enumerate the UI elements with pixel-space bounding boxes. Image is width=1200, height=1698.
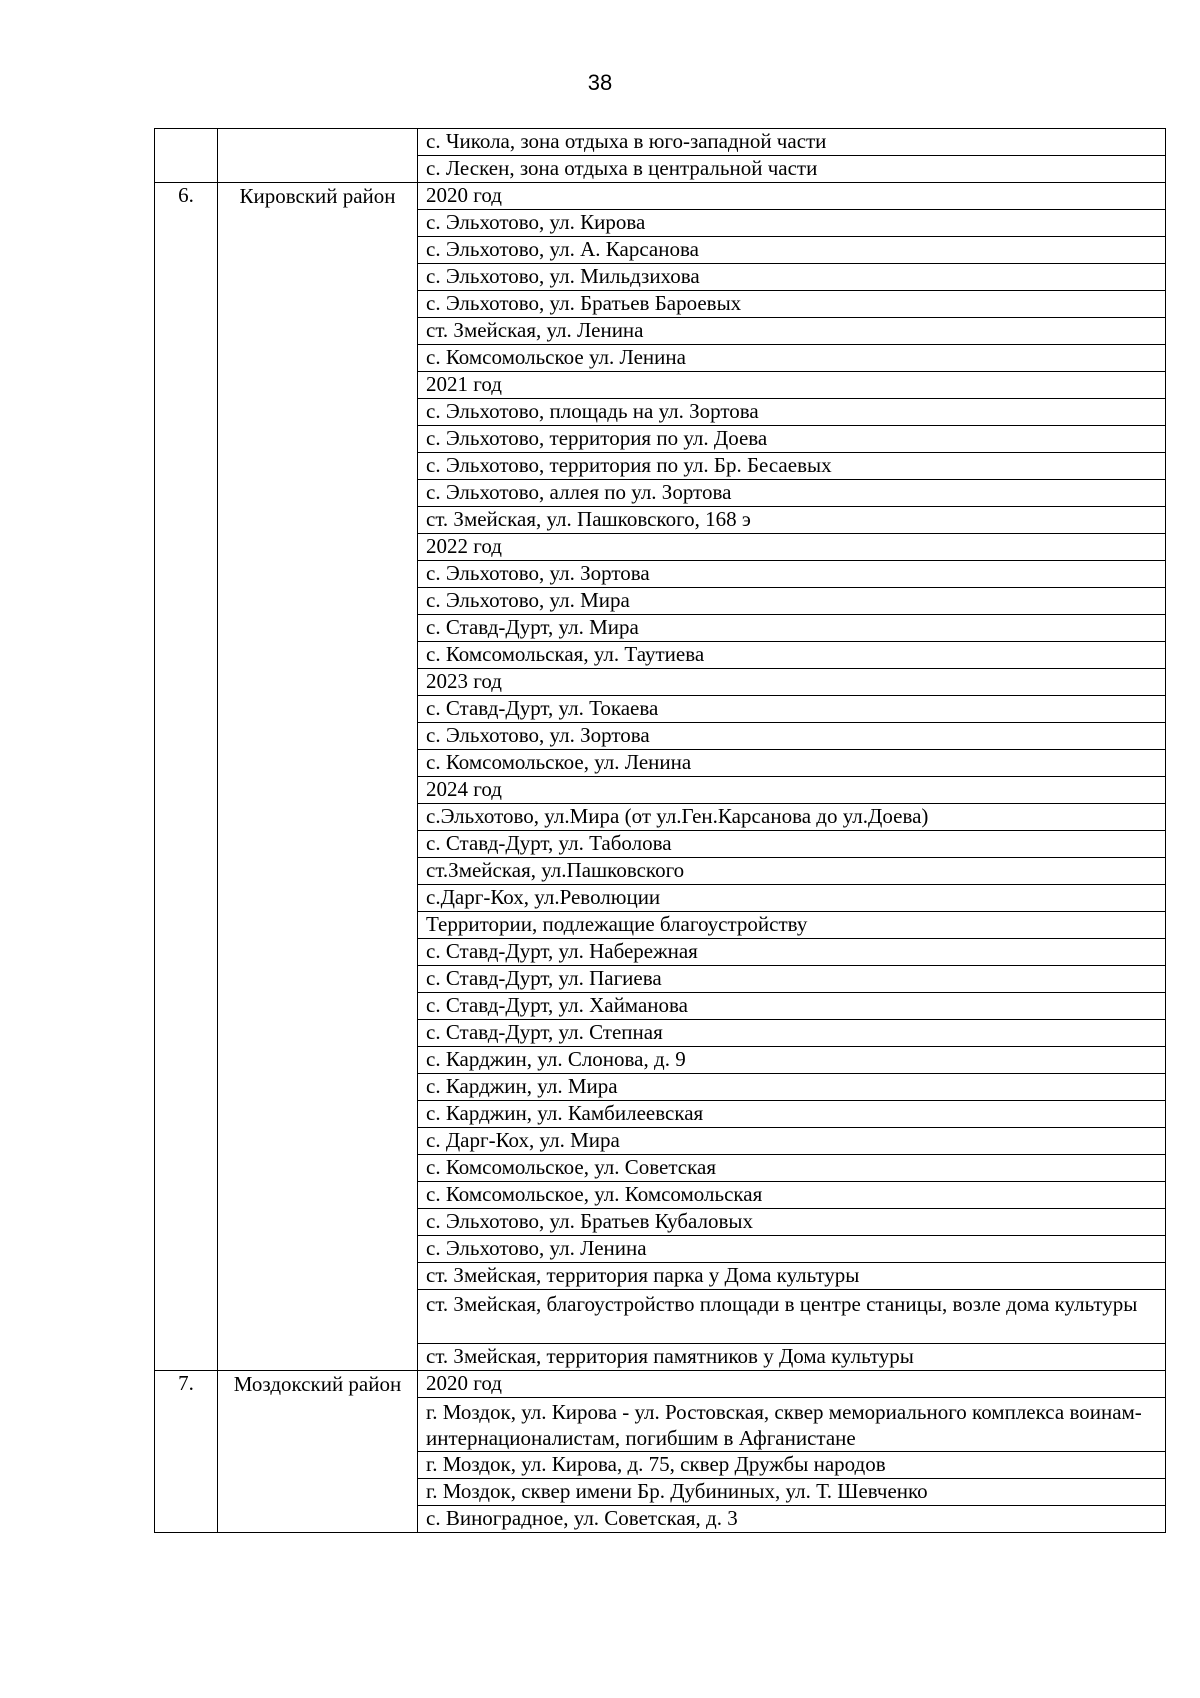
territory-cell: с. Ставд-Дурт, ул. Набережная	[418, 939, 1166, 966]
territory-cell: с. Ставд-Дурт, ул. Таболова	[418, 831, 1166, 858]
territories-table	[154, 128, 1166, 1533]
territory-cell: с. Комсомольское, ул. Комсомольская	[418, 1182, 1166, 1209]
territory-cell: с. Ставд-Дурт, ул. Мира	[418, 615, 1166, 642]
territory-cell: с. Чикола, зона отдыха в юго-западной части	[418, 129, 1166, 156]
territory-cell: ст. Змейская, территория памятников у Дома культуры	[418, 1344, 1166, 1371]
territory-cell: с. Эльхотово, ул. Зортова	[418, 723, 1166, 750]
territory-cell: с. Эльхотово, территория по ул. Бр. Бесаевых	[418, 453, 1166, 480]
territory-cell: 2023 год	[418, 669, 1166, 696]
territory-cell: с. Эльхотово, ул. Зортова	[418, 561, 1166, 588]
territory-cell: с. Дарг-Кох, ул. Мира	[418, 1128, 1166, 1155]
territory-cell: с. Ставд-Дурт, ул. Степная	[418, 1020, 1166, 1047]
territory-cell: с. Комсомольское, ул. Советская	[418, 1155, 1166, 1182]
territory-cell: с. Эльхотово, площадь на ул. Зортова	[418, 399, 1166, 426]
territory-cell: с. Ставд-Дурт, ул. Пагиева	[418, 966, 1166, 993]
district-cell	[218, 129, 418, 183]
territory-cell: с. Карджин, ул. Камбилеевская	[418, 1101, 1166, 1128]
territory-cell: 2020 год	[418, 1371, 1166, 1398]
territory-cell: с. Эльхотово, ул. А. Карсанова	[418, 237, 1166, 264]
page-number: 38	[587, 70, 613, 95]
territory-cell: ст. Змейская, территория парка у Дома культуры	[418, 1263, 1166, 1290]
territory-cell: с. Виноградное, ул. Советская, д. 3	[418, 1506, 1166, 1533]
territory-cell: с. Комсомольская, ул. Таутиева	[418, 642, 1166, 669]
territory-cell: ст. Змейская, благоустройство площади в центре станицы, возле дома культуры	[418, 1290, 1166, 1344]
table-row	[155, 183, 1166, 210]
row-number-cell	[155, 129, 218, 183]
table-row	[155, 1371, 1166, 1398]
territory-cell: 2020 год	[418, 183, 1166, 210]
territory-cell: с. Эльхотово, территория по ул. Доева	[418, 426, 1166, 453]
territory-cell: ст.Змейская, ул.Пашковского	[418, 858, 1166, 885]
territory-cell: с. Ставд-Дурт, ул. Хайманова	[418, 993, 1166, 1020]
territory-cell: ст. Змейская, ул. Ленина	[418, 318, 1166, 345]
row-number-cell: 7.	[155, 1371, 218, 1533]
territory-cell: с. Эльхотово, ул. Братьев Бароевых	[418, 291, 1166, 318]
territory-cell: 2024 год	[418, 777, 1166, 804]
territory-cell: с.Эльхотово, ул.Мира (от ул.Ген.Карсанова до ул.Доева)	[418, 804, 1166, 831]
territory-cell: 2022 год	[418, 534, 1166, 561]
territory-cell: с. Эльхотово, ул. Ленина	[418, 1236, 1166, 1263]
district-cell: Кировский район	[218, 183, 418, 1371]
territory-cell: с. Комсомольское, ул. Ленина	[418, 750, 1166, 777]
territory-cell: с.Дарг-Кох, ул.Революции	[418, 885, 1166, 912]
territory-cell: Территории, подлежащие благоустройству	[418, 912, 1166, 939]
territory-cell: с. Карджин, ул. Мира	[418, 1074, 1166, 1101]
row-number-cell: 6.	[155, 183, 218, 1371]
territory-cell: с. Эльхотово, аллея по ул. Зортова	[418, 480, 1166, 507]
territory-cell: с. Эльхотово, ул. Мильдзихова	[418, 264, 1166, 291]
territory-cell: г. Моздок, сквер имени Бр. Дубининых, ул. Т. Шевченко	[418, 1479, 1166, 1506]
district-cell: Моздокский район	[218, 1371, 418, 1533]
territory-cell: с. Эльхотово, ул. Кирова	[418, 210, 1166, 237]
territory-cell: с. Лескен, зона отдыха в центральной части	[418, 156, 1166, 183]
territory-cell: с. Ставд-Дурт, ул. Токаева	[418, 696, 1166, 723]
territory-cell: г. Моздок, ул. Кирова, д. 75, сквер Дружбы народов	[418, 1452, 1166, 1479]
territory-cell: ст. Змейская, ул. Пашковского, 168 э	[418, 507, 1166, 534]
territory-cell: с. Карджин, ул. Слонова, д. 9	[418, 1047, 1166, 1074]
territory-cell: г. Моздок, ул. Кирова - ул. Ростовская, сквер мемориального комплекса воинам-интернационалистам, погибшим в Афганистане	[418, 1398, 1166, 1452]
territory-cell: с. Комсомольское ул. Ленина	[418, 345, 1166, 372]
territory-cell: 2021 год	[418, 372, 1166, 399]
table-row	[155, 129, 1166, 156]
territory-cell: с. Эльхотово, ул. Братьев Кубаловых	[418, 1209, 1166, 1236]
territory-cell: с. Эльхотово, ул. Мира	[418, 588, 1166, 615]
